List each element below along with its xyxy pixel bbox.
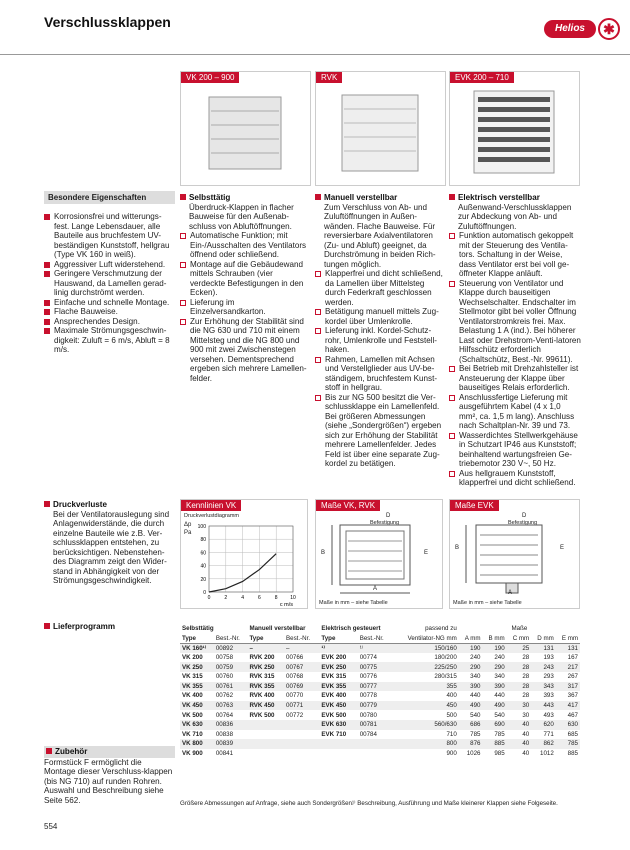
table-cell: 620: [531, 720, 556, 730]
y-tick-label: 20: [200, 576, 206, 583]
table-cell: 190: [459, 643, 483, 653]
table-cell: 440: [494, 692, 505, 700]
column-header: B mm: [483, 634, 507, 644]
heading-lieferprogramm: Lieferprogramm: [44, 622, 175, 632]
table-row: [180, 691, 580, 701]
page-title: Verschlussklappen: [44, 14, 171, 30]
table-cell: 343: [531, 682, 556, 692]
table-cell: 00780: [359, 711, 377, 719]
table-cell: VK 710: [182, 730, 203, 738]
y-tick-label: 60: [200, 550, 206, 557]
table-cell: 00764: [215, 711, 234, 719]
table-cell: 00777: [358, 682, 395, 692]
heading-manuell: Manuell verstellbar: [315, 193, 443, 203]
list-item: Wasserdichtes Stellwerkgehäuse in Schutzart IP46 aus Kunststoff; beinhaltend wartungsfreien Ge-triebemotor 230 V~, 50 Hz.: [449, 431, 581, 469]
panel-tab-kennlinien: Kennlinien VK: [181, 500, 241, 511]
table-cell: EVK 315: [321, 673, 347, 681]
table-cell: 417: [556, 701, 580, 711]
table-cell: 131: [531, 643, 556, 653]
red-bullet-icon: [44, 262, 50, 268]
features-list: [44, 212, 175, 355]
table-cell: EVK 500: [321, 711, 347, 719]
table-cell: [358, 749, 395, 759]
table-cell: RVK 355: [247, 682, 284, 692]
table-cell: 1026: [466, 750, 481, 758]
table-cell: 686: [459, 720, 483, 730]
checkbox-icon: [449, 395, 455, 401]
table-cell: 00763: [214, 701, 248, 711]
list-item: Anschlussfertige Lieferung mit ausgeführtem Kabel (4 x 1,0 mm², ca. 1,5 m lang). Anschluss nach Schaltplan-Nr. 39 und 73.: [449, 393, 581, 431]
panel-kennlinien: [180, 499, 308, 609]
heading-druckverluste: Druckverluste: [44, 500, 175, 510]
table-header: [180, 634, 580, 644]
table-cell: EVK 355: [319, 682, 357, 692]
table-cell: VK 400: [182, 692, 203, 700]
x-tick-label: 4: [241, 595, 244, 601]
table-cell: 985: [494, 750, 505, 758]
table-cell: –: [247, 643, 284, 653]
column-header: Type: [319, 634, 357, 644]
table-cell: 340: [470, 673, 481, 681]
table-cell: 193: [543, 654, 554, 662]
helios-logo: Helios: [544, 20, 596, 38]
dim-label-a: A: [508, 590, 513, 596]
table-cell: 00784: [359, 730, 377, 738]
fan-logo-icon: ✱: [598, 18, 620, 40]
heading-elektrisch: Elektrisch verstellbar: [449, 193, 581, 203]
table-cell: 40: [522, 730, 530, 738]
footnote-small: ¹⁾ Beschreibung, Ausführung und Maße kleinerer Klappen siehe Folgeseite.: [352, 800, 558, 807]
table-cell: RVK 250: [247, 662, 284, 672]
list-item: Geringere Verschmutzung der Hauswand, da Lamellen gerad-linig durchströmt werden.: [44, 269, 175, 298]
red-bullet-icon: [44, 319, 50, 325]
table-cell: 876: [459, 739, 483, 749]
table-cell: 293: [543, 673, 554, 681]
column-header: E mm: [556, 634, 580, 644]
group-masse: Maße: [511, 625, 528, 633]
x-tick-label: 8: [274, 595, 278, 601]
table-cell: 00772: [286, 711, 304, 719]
column-header: Best.-Nr.: [214, 634, 248, 644]
heading-zubehor: Zubehör: [44, 746, 175, 758]
label-befestigung: Befestigung: [370, 520, 400, 526]
table-cell: 785: [470, 730, 481, 738]
product-tab-vk: VK 200 – 900: [181, 72, 239, 83]
table-row: [180, 653, 580, 663]
table-cell: 540: [470, 711, 481, 719]
table-cell: 00838: [215, 730, 234, 738]
col-selbsttaetig: [180, 193, 308, 383]
table-row: [180, 739, 580, 749]
table-cell: ¹⁾: [358, 643, 395, 653]
dim-label-b: B: [321, 550, 326, 556]
section-lieferprogramm: [44, 622, 175, 632]
table-cell: 490: [459, 701, 483, 711]
panel-masse-evk: [449, 499, 580, 609]
table-cell: 785: [556, 739, 580, 749]
table-cell: 25: [507, 643, 532, 653]
shutter-vk-image: [181, 85, 310, 185]
y-tick-label: 100: [197, 524, 206, 530]
group-manuell: Manuell verstellbar: [249, 625, 306, 633]
table-cell: EVK 400: [321, 692, 347, 700]
table-cell: 560/630: [395, 720, 459, 730]
table-cell: 240: [494, 654, 505, 662]
table-cell: [247, 739, 284, 749]
table-cell: 28: [507, 682, 532, 692]
checkbox-icon: [180, 262, 186, 268]
table-cell: –: [284, 643, 319, 653]
checkbox-icon: [180, 300, 186, 306]
table-cell: 00761: [214, 682, 248, 692]
table-cell: 00770: [286, 692, 304, 700]
list-item: Aggressiver Luft widerstehend.: [44, 260, 175, 270]
table-cell: EVK 630: [319, 720, 357, 730]
column-header: Best.-Nr.: [284, 634, 319, 644]
druck-text: Bei der Ventilatorauslegung sind Anlagenwiderstände, die durch einzelne Bauteile wie z.B. Ver-schlussklappen entstehen, zu berücksichtigen. Nebenstehen-des Diagramm zeigt den Wider-stand in Abhängigkeit von der Strömungsgeschwindigkeit.: [53, 509, 170, 585]
shutter-evk-image: [450, 85, 579, 185]
red-bullet-icon: [44, 328, 50, 334]
table-cell: 40: [507, 739, 532, 749]
table-cell: 900: [446, 750, 457, 758]
page-number: 554: [44, 822, 58, 831]
list-item: Korrosionsfrei und witterungs-fest. Lange Lebensdauer, alle Bauteile aus bruchfestem UV-beständigen Kunststoff, hellgrau (Type VK 160 in weiß).: [44, 212, 175, 260]
table-cell: VK 450: [180, 701, 214, 711]
table-cell: VK 900: [182, 750, 203, 758]
chart-yunit: Pa: [184, 530, 192, 536]
table-cell: 267: [567, 673, 578, 681]
col-manuell: [315, 193, 443, 469]
table-cell: 785: [494, 730, 505, 738]
table-cell: VK 250: [180, 662, 214, 672]
table-cell: [284, 720, 319, 730]
table-cell: 393: [543, 692, 554, 700]
table-cell: 00766: [286, 654, 304, 662]
table-cell: 00769: [284, 682, 319, 692]
page-header: [0, 0, 630, 55]
table-cell: 450: [395, 701, 459, 711]
panel-note: Maße in mm – siehe Tabelle: [453, 600, 522, 606]
table-cell: 400: [446, 692, 457, 700]
table-cell: RVK 500: [249, 711, 275, 719]
table-cell: 440: [470, 692, 481, 700]
table-cell: 28: [522, 654, 530, 662]
table-cell: 00774: [359, 654, 377, 662]
table-cell: RVK 400: [249, 692, 275, 700]
column-header: C mm: [507, 634, 532, 644]
red-bullet-icon: [44, 501, 50, 507]
section-heading-features: Besondere Eigenschaften: [44, 191, 175, 204]
table-cell: RVK 315: [249, 673, 275, 681]
table-cell: 317: [556, 682, 580, 692]
table-cell: 00776: [359, 673, 377, 681]
table-cell: 800: [395, 739, 459, 749]
table-cell: 00781: [358, 720, 395, 730]
table-cell: [247, 730, 284, 740]
table-row: [180, 672, 580, 682]
table-cell: 28: [507, 662, 532, 672]
table-cell: 690: [483, 720, 507, 730]
pressure-loss-chart: [181, 500, 307, 608]
dim-label-e: E: [424, 550, 429, 556]
table-cell: EVK 250: [319, 662, 357, 672]
table-cell: 40: [522, 750, 530, 758]
table-cell: VK 500: [182, 711, 203, 719]
group-selbsttaetig: Selbsttätig: [182, 625, 214, 633]
table-cell: ¹⁾: [319, 643, 357, 653]
heading-selbsttaetig: Selbsttätig: [180, 193, 308, 203]
red-bullet-icon: [44, 309, 50, 315]
checkbox-icon: [449, 433, 455, 439]
table-cell: [247, 749, 284, 759]
dim-label-a: A: [373, 586, 378, 592]
chart-subtitle: Druckverlustdiagramm: [184, 513, 240, 519]
product-tab-rvk: RVK: [316, 72, 342, 83]
table-cell: 180/200: [434, 654, 457, 662]
intro-text: Überdruck-Klappen in flacher Bauweise für den Außenab-schluss von Abluftöffnungen.: [189, 202, 294, 231]
table-cell: 150/160: [395, 643, 459, 653]
table-cell: 500: [446, 711, 457, 719]
plot-frame: [209, 526, 293, 592]
checkbox-icon: [315, 309, 321, 315]
table-cell: 885: [567, 750, 578, 758]
panel-masse-vk: [315, 499, 443, 609]
table-cell: 00760: [215, 673, 234, 681]
checkbox-icon: [449, 366, 455, 372]
column-header: Type: [247, 634, 284, 644]
checkbox-icon: [449, 281, 455, 287]
table-cell: 00778: [359, 692, 377, 700]
x-tick-label: 6: [258, 595, 261, 601]
table-cell: 467: [567, 711, 578, 719]
table-cell: 493: [543, 711, 554, 719]
checkbox-icon: [315, 271, 321, 277]
table-cell: 630: [556, 720, 580, 730]
delivery-table: [180, 624, 580, 758]
table-cell: 00779: [358, 701, 395, 711]
column-header: A mm: [459, 634, 483, 644]
y-tick-label: 0: [203, 590, 206, 596]
list-item: Bis zur NG 500 besitzt die Ver-schlussklappe ein Lamellenfeld. Bei größeren Abmessungen (siehe „Sondergrößen“) ergeben sich zur Erhöhung der Stabilität mehrere Lamellenfelder. Jedes Feld ist über eine separate Zug-kordel zu betätigen.: [315, 393, 443, 469]
panel-tab-masse-vk: Maße VK, RVK: [316, 500, 380, 511]
checkbox-icon: [449, 233, 455, 239]
list-item: Funktion automatisch gekoppelt mit der Steuerung des Ventila-tors. Schaltung in der Weise, dass Ventilator erst bei voll ge-öffneter Klappe anläuft.: [449, 231, 581, 279]
red-bullet-icon: [449, 194, 455, 200]
table-cell: EVK 710: [321, 730, 347, 738]
list-item: Automatische Funktion; mit Ein-/Ausschalten des Ventilators öffnend oder schließend.: [180, 231, 308, 260]
intro-text: Zum Verschluss von Ab- und Zuluftöffnungen in Außen-wänden. Flache Bauweise. Für reversierbare Axialventilatoren (Zu- und Abluft) geeignet, da Durchströmung in beiden Rich-tungen möglich.: [324, 202, 436, 269]
table-row: [180, 720, 580, 730]
table-cell: 30: [507, 701, 532, 711]
x-tick-label: 0: [207, 595, 211, 601]
table-row: [180, 701, 580, 711]
table-cell: 240: [470, 654, 481, 662]
table-cell: 00841: [215, 750, 234, 758]
table-cell: 30: [522, 711, 530, 719]
checkbox-icon: [315, 328, 321, 334]
footnote-sizes: Größere Abmessungen auf Anfrage, siehe auch Sondergrößen.: [180, 800, 354, 807]
table-body: [180, 643, 580, 758]
table-cell: VK 355: [180, 682, 214, 692]
panel-note: Maße in mm – siehe Tabelle: [319, 600, 388, 606]
table-cell: VK 800: [180, 739, 214, 749]
table-cell: 217: [556, 662, 580, 672]
dim-label-d: D: [386, 513, 391, 519]
list-item: Flache Bauweise.: [44, 307, 175, 317]
column-header: D mm: [531, 634, 556, 644]
table-cell: [284, 749, 319, 759]
list-item: Montage auf die Gebäudewand mittels Schrauben (vier verdeckte Befestigungen in den Ecken).: [180, 260, 308, 298]
table-row: [180, 710, 580, 720]
table-cell: 390: [483, 682, 507, 692]
table-cell: 00892: [214, 643, 248, 653]
table-cell: 190: [483, 643, 507, 653]
checkbox-icon: [315, 357, 321, 363]
table-cell: 167: [567, 654, 578, 662]
product-image-vk: [180, 71, 311, 186]
column-header: Type: [180, 634, 214, 644]
checkbox-icon: [180, 319, 186, 325]
list-item: Klapperfrei und dicht schließend, da Lamellen über Mittelsteg durch Federkraft geschlossen werden.: [315, 269, 443, 307]
list-item: Einfache und schnelle Montage.: [44, 298, 175, 308]
table-cell: 340: [494, 673, 505, 681]
list-item: Bei Betrieb mit Drehzahlsteller ist Ansteuerung der Klappe über bauseitiges Relais erforderlich.: [449, 364, 581, 393]
table-cell: 00762: [215, 692, 234, 700]
table-row: [180, 682, 580, 692]
dim-label-b: B: [455, 545, 460, 551]
table-cell: VK 200: [182, 654, 203, 662]
list-item: Zur Erhöhung der Stabilität sind die NG 630 und 710 mit einem Mittelsteg und die NG 800 und 900 mit zwei Zwischenstegen versehen. Dementsprechend ergeben sich mehrere Lamellen-felder.: [180, 317, 308, 384]
table-cell: 685: [567, 730, 578, 738]
table-cell: 367: [567, 692, 578, 700]
table-cell: 28: [522, 692, 530, 700]
x-tick-label: 2: [224, 595, 228, 601]
table-cell: 00768: [286, 673, 304, 681]
y-tick-label: 80: [200, 537, 206, 544]
section-druckverluste: [44, 500, 175, 586]
intro-text: Außenwand-Verschlussklappen zur Abdeckung von Ab- und Zuluftöffnungen.: [458, 202, 572, 231]
zubehor-text: Formstück F ermöglicht die Montage dieser Verschluss-klappen (bis NG 710) auf runden Rohren. Auswahl und Beschreibung siehe Seite 562.: [44, 757, 173, 805]
product-tab-evk: EVK 200 – 710: [450, 72, 514, 83]
table-cell: [358, 739, 395, 749]
table-cell: VK 315: [182, 673, 203, 681]
table-cell: 00839: [214, 739, 248, 749]
table-cell: 710: [446, 730, 457, 738]
table-cell: RVK 200: [249, 654, 275, 662]
y-tick-label: 40: [200, 563, 206, 570]
list-item: Lieferung im Einzelversandkarton.: [180, 298, 308, 317]
table-cell: 40: [507, 720, 532, 730]
table-cell: 1012: [540, 750, 554, 758]
red-bullet-icon: [44, 214, 50, 220]
table-cell: 00771: [284, 701, 319, 711]
table-group-header: [180, 624, 580, 634]
column-header: Ventilator-NG mm: [395, 634, 459, 644]
table-cell: 771: [543, 730, 554, 738]
product-image-evk: [449, 71, 580, 186]
product-image-rvk: [315, 71, 446, 186]
table-cell: [284, 730, 319, 740]
table-cell: 490: [483, 701, 507, 711]
red-bullet-icon: [180, 194, 186, 200]
column-header: Best.-Nr.: [358, 634, 395, 644]
red-bullet-icon: [315, 194, 321, 200]
table-cell: [247, 720, 284, 730]
list-item: Ansprechendes Design.: [44, 317, 175, 327]
table-cell: 00759: [214, 662, 248, 672]
table-cell: VK 630: [180, 720, 214, 730]
table-cell: RVK 450: [247, 701, 284, 711]
checkbox-icon: [315, 395, 321, 401]
checkbox-icon: [180, 233, 186, 239]
red-bullet-icon: [44, 271, 50, 277]
checkbox-icon: [449, 471, 455, 477]
dim-label-d: D: [522, 513, 527, 519]
red-bullet-icon: [46, 748, 52, 754]
table-cell: 00775: [358, 662, 395, 672]
red-bullet-icon: [44, 300, 50, 306]
list-item: Aus hellgrauem Kunststoff, klapperfrei und dicht schließend.: [449, 469, 581, 488]
red-bullet-icon: [44, 623, 50, 629]
panel-tab-masse-evk: Maße EVK: [450, 500, 499, 511]
table-cell: 280/315: [434, 673, 457, 681]
table-cell: 225/250: [395, 662, 459, 672]
chart-ylabel: Δp: [184, 522, 192, 528]
table-cell: 540: [494, 711, 505, 719]
table-cell: [319, 749, 357, 759]
x-axis-label: c m/s: [279, 602, 293, 608]
table-cell: 290: [459, 662, 483, 672]
section-zubehor: [44, 746, 175, 805]
table-cell: EVK 200: [321, 654, 347, 662]
table-cell: 243: [531, 662, 556, 672]
table-cell: [284, 739, 319, 749]
table-cell: 290: [483, 662, 507, 672]
table-row: [180, 662, 580, 672]
table-cell: 443: [531, 701, 556, 711]
list-item: Betätigung manuell mittels Zug-kordel über Umlenkrolle.: [315, 307, 443, 326]
col-elektrisch: [449, 193, 581, 488]
table-cell: 885: [483, 739, 507, 749]
table-cell: 390: [459, 682, 483, 692]
list-item: Steuerung von Ventilator und Klappe durch bauseitigen Wechselschalter. Endschalter im Stellmotor gibt bei voller Öffnung Ventilatorstromkreis frei. Max. Belastung 1 A (ind.). Bei höherer Last oder Drehstrom-Venti-latoren Hilfsschütz erforderlich (Schaltschütz, Best.-Nr. 99611).: [449, 279, 581, 365]
x-tick-label: 10: [290, 595, 296, 601]
table-row: [180, 749, 580, 759]
list-item: Rahmen, Lamellen mit Achsen und Verstellglieder aus UV-be-ständigem, bruchfestem Kunst-stoff in hellgrau.: [315, 355, 443, 393]
label-befestigung: Befestigung: [508, 520, 538, 526]
shutter-rvk-image: [316, 85, 445, 185]
table-cell: 28: [522, 673, 530, 681]
table-cell: [319, 739, 357, 749]
group-elektrisch: Elektrisch gesteuert: [321, 625, 381, 633]
table-cell: 00767: [284, 662, 319, 672]
table-cell: 862: [531, 739, 556, 749]
table-cell: 00758: [215, 654, 234, 662]
table-cell: 00836: [214, 720, 248, 730]
table-row: [180, 730, 580, 740]
list-item: Lieferung inkl. Kordel-Schutz-rohr, Umlenkrolle und Feststell-haken.: [315, 326, 443, 355]
list-item: Maximale Strömungsgeschwin-digkeit: Zuluft = 6 m/s, Abluft = 8 m/s.: [44, 326, 175, 355]
table-cell: VK 160¹⁾: [180, 643, 214, 653]
table-cell: 355: [395, 682, 459, 692]
table-row: [180, 643, 580, 653]
table-cell: EVK 450: [319, 701, 357, 711]
group-passend: passend zu: [425, 625, 457, 633]
dim-label-e: E: [560, 545, 565, 551]
table-cell: 131: [556, 643, 580, 653]
